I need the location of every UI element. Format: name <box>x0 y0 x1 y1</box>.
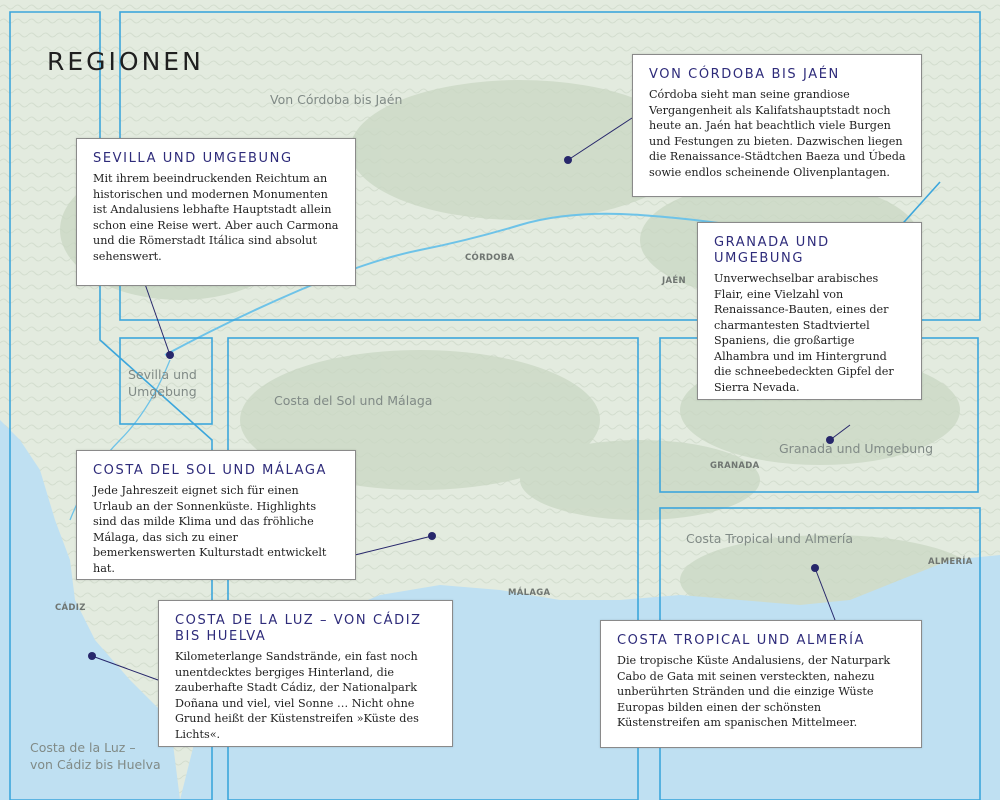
region-heading-costa-tropical: COSTA TROPICAL UND ALMERÍA <box>617 633 866 648</box>
region-box-sevilla <box>76 138 356 286</box>
region-heading-costa-luz: COSTA DE LA LUZ – VON CÁDIZ BIS HUELVA <box>175 613 422 644</box>
pin-sevilla <box>166 351 174 359</box>
region-heading-sevilla: SEVILLA UND UMGEBUNG <box>93 151 293 166</box>
region-heading-costa-sol: COSTA DEL SOL UND MÁLAGA <box>93 463 328 478</box>
city-cadiz: CÁDIZ <box>55 603 86 613</box>
city-granada: GRANADA <box>710 461 760 471</box>
region-text-granada: Unverwechselbar arabisches Flair, eine Vielzahl von Renaissance-Bauten, eines der charmantesten Stadtviertel Spaniens, die großartige Alhambra und im Hintergrund die schneebedeckten Gipfel der Sierra Nevada. <box>714 272 894 394</box>
city-malaga: MÁLAGA <box>508 588 551 598</box>
label-granada: Granada und Umgebung <box>779 441 934 456</box>
label-costa-luz-line2: von Cádiz bis Huelva <box>30 757 161 772</box>
region-box-costa-tropical <box>600 620 922 748</box>
pin-costa-sol <box>428 532 436 540</box>
region-box-costa-sol <box>76 450 356 580</box>
region-text-costa-luz: Kilometerlange Sandstrände, ein fast noch unentdecktes bergiges Hinterland, die zauberhafte Stadt Cádiz, der Nationalpark Doñana und viel, viel Sonne … Nicht ohne Grund heißt der Küstenstreifen »Küste des Lichts«. <box>175 650 419 741</box>
pin-costa-luz <box>88 652 96 660</box>
label-costa-sol: Costa del Sol und Málaga <box>274 393 433 408</box>
region-text-costa-tropical: Die tropische Küste Andalusiens, der Naturpark Cabo de Gata mit seinen versteckten, nahezu unberührten Stränden und die einzige Wüste Europas bilden einen der schönsten Küstenstreifen am spanischen Mittelmeer. <box>617 654 891 729</box>
city-cordoba: CÓRDOBA <box>465 253 515 263</box>
region-heading-granada: GRANADA UND UMGEBUNG <box>714 235 830 266</box>
region-heading-cordoba: VON CÓRDOBA BIS JAÉN <box>649 67 840 82</box>
label-costa-luz-line1: Costa de la Luz – <box>30 740 136 755</box>
pin-cordoba <box>564 156 572 164</box>
region-text-cordoba: Córdoba sieht man seine grandiose Vergangenheit als Kalifatshauptstadt noch heute an. Jaén hat beachtlich viele Burgen und Festungen zu bieten. Dazwischen liegen die Renaissance-Städtchen Baeza und Úbeda sowie endlos scheinende Olivenplantagen. <box>649 88 906 179</box>
label-sevilla-line1: Sevilla und <box>128 367 197 382</box>
label-sevilla-line2: Umgebung <box>128 384 197 399</box>
region-text-sevilla: Mit ihrem beeindruckenden Reichtum an historischen und modernen Monumenten ist Andalusiens lebhafte Hauptstadt allein schon eine Reise wert. Aber auch Carmona und die Römerstadt Itálica sind absolut sehenswert. <box>93 172 339 263</box>
region-box-cordoba <box>632 54 922 197</box>
region-box-granada <box>697 222 922 400</box>
label-costa-tropical: Costa Tropical und Almería <box>686 531 854 546</box>
label-cordoba-jaen: Von Córdoba bis Jaén <box>270 92 403 107</box>
region-box-costa-luz <box>158 600 453 747</box>
region-text-costa-sol: Jede Jahreszeit eignet sich für einen Urlaub an der Sonnenküste. Highlights sind das milde Klima und das fröhliche Málaga, das sich zu einer bemerkenswerten Kulturstadt entwickelt hat. <box>93 484 327 575</box>
city-almeria: ALMERÍA <box>928 557 973 567</box>
page-title: REGIONEN <box>47 47 204 76</box>
city-jaen: JAÉN <box>662 276 686 286</box>
pin-costa-tropical <box>811 564 819 572</box>
